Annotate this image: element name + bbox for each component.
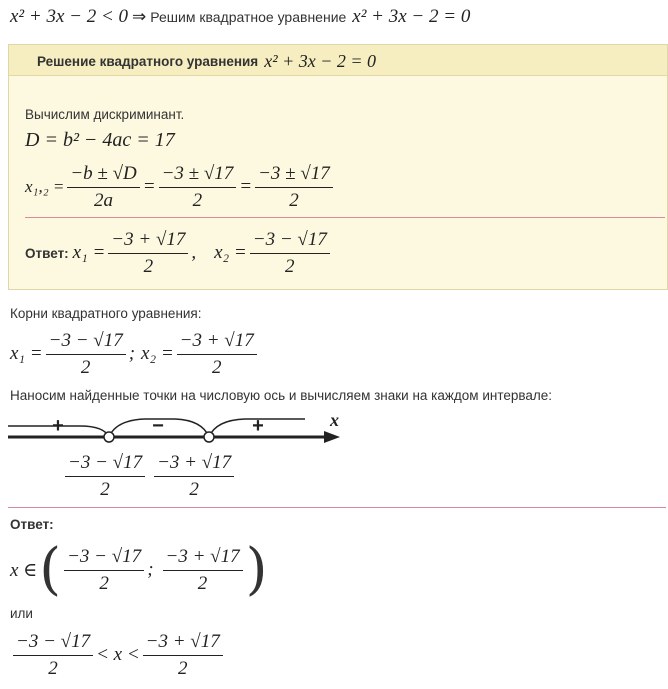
ineq-left-numerator: −3 − √17 — [13, 631, 93, 656]
right-paren: ) — [245, 537, 268, 602]
point-2-denominator: 2 — [189, 478, 199, 500]
general-fraction — [67, 163, 139, 212]
number-line-diagram — [0, 406, 360, 452]
panel-answer-label: Ответ: — [25, 245, 69, 261]
panel-answer: Ответ: x₁ = $\frac{-3 + √17}{2}$ , x₂ = $\frac{-3 - √17}{2}$ — [25, 225, 333, 281]
left-paren: ( — [39, 537, 62, 602]
answer-right-denominator: 2 — [197, 572, 208, 594]
answer-left-fraction — [64, 546, 144, 595]
answer-inequality — [10, 628, 226, 682]
solution-panel — [8, 44, 668, 290]
roots-lhs: x₁,₂ = — [25, 177, 65, 196]
sign-left: + — [52, 415, 64, 437]
panel-x1-denominator: 2 — [143, 255, 154, 277]
answer-label: Ответ: — [10, 517, 54, 532]
roots-x2-fraction — [177, 330, 257, 379]
header-line — [10, 4, 470, 30]
point-1-numerator: −3 − √17 — [65, 452, 145, 477]
axis-label: x — [330, 410, 339, 430]
answer-left-numerator: −3 − √17 — [64, 546, 144, 571]
ineq-right-numerator: −3 + √17 — [143, 631, 223, 656]
open-point-2 — [204, 432, 214, 442]
point-2-numerator: −3 + √17 — [154, 452, 234, 477]
discriminant-text: Вычислим дискриминант. — [25, 107, 185, 122]
panel-x2-denominator: 2 — [285, 255, 295, 277]
answer-right-numerator: −3 + √17 — [163, 546, 243, 571]
open-point-1 — [104, 432, 114, 442]
right-denominator: 2 — [289, 189, 299, 211]
ineq-right-denominator: 2 — [177, 657, 188, 679]
roots-text: Корни квадратного уравнения: — [10, 306, 202, 321]
panel-x1-numerator: −3 + √17 — [108, 229, 188, 254]
general-denominator: 2a — [94, 189, 114, 211]
number-line-points — [62, 450, 237, 502]
section-divider — [8, 507, 666, 508]
panel-header — [9, 45, 667, 76]
panel-title: Решение квадратного уравнения — [37, 53, 259, 69]
panel-title-equation: x² + 3x − 2 = 0 — [264, 50, 377, 71]
ineq-left-denominator: 2 — [48, 657, 58, 679]
implies-arrow: ⇒ — [132, 7, 147, 26]
number-line-text: Наносим найденные точки на числовую ось и вычисляем знаки на каждом интервале: — [10, 388, 553, 403]
roots-x2-lhs: x₂ = — [141, 343, 174, 364]
panel-x2-fraction — [250, 229, 330, 278]
discriminant-formula: D = b² − 4ac = 17 — [25, 129, 175, 151]
mid-fraction — [159, 163, 237, 212]
axis-arrowhead — [324, 431, 340, 443]
mid-numerator: −3 ± √17 — [159, 163, 237, 188]
point-1-fraction — [65, 452, 145, 501]
or-text: или — [10, 606, 33, 621]
header-equation: x² + 3x − 2 = 0 — [352, 6, 471, 27]
sign-right: + — [252, 415, 264, 437]
right-fraction — [255, 163, 333, 212]
roots-x2-denominator: 2 — [211, 356, 222, 378]
panel-x1-fraction — [108, 229, 188, 278]
roots-x1-fraction — [46, 330, 126, 379]
mid-denominator: 2 — [192, 189, 203, 211]
header-inequality: x² + 3x − 2 < 0 — [10, 6, 129, 27]
general-numerator: −b ± √D — [67, 163, 139, 188]
roots-x1-numerator: −3 − √17 — [46, 330, 126, 355]
answer-right-fraction — [163, 546, 243, 595]
panel-x1-lhs: x₁ = — [72, 242, 106, 263]
point-2-fraction — [154, 452, 234, 501]
right-numerator: −3 ± √17 — [255, 163, 333, 188]
answer-left-denominator: 2 — [99, 572, 109, 594]
roots-x1-lhs: x₁ = — [10, 343, 43, 364]
answer-set-lhs: x ∈ — [10, 559, 38, 581]
panel-x2-lhs: x₂ = — [214, 242, 247, 263]
roots-x2-numerator: −3 + √17 — [177, 330, 257, 355]
roots-x1-denominator: 2 — [80, 356, 91, 378]
answer-set: x ∈ ( $\frac{-3 - √17}{2}$ ; $\frac{-3 + √17}{2}$ ) — [10, 537, 268, 602]
ineq-right-fraction — [143, 631, 223, 680]
panel-divider — [25, 217, 665, 218]
ineq-middle: < x < — [96, 644, 140, 665]
panel-x2-numerator: −3 − √17 — [250, 229, 330, 254]
header-intro-text: Решим квадратное уравнение — [150, 9, 347, 25]
ineq-left-fraction — [13, 631, 93, 680]
sign-middle: − — [152, 415, 164, 437]
roots-general-formula: x₁,₂ = $\frac{-b \pm √D}{2a}$ = $\frac{-3 \pm √17}{2}$ = $\frac{-3 \pm √17}{2}$ — [25, 159, 336, 215]
roots-values: x₁ = $\frac{-3 - √17}{2}$ ; x₂ = $\frac{-3 + √17}{2}$ — [10, 328, 260, 380]
point-1-denominator: 2 — [100, 478, 110, 500]
